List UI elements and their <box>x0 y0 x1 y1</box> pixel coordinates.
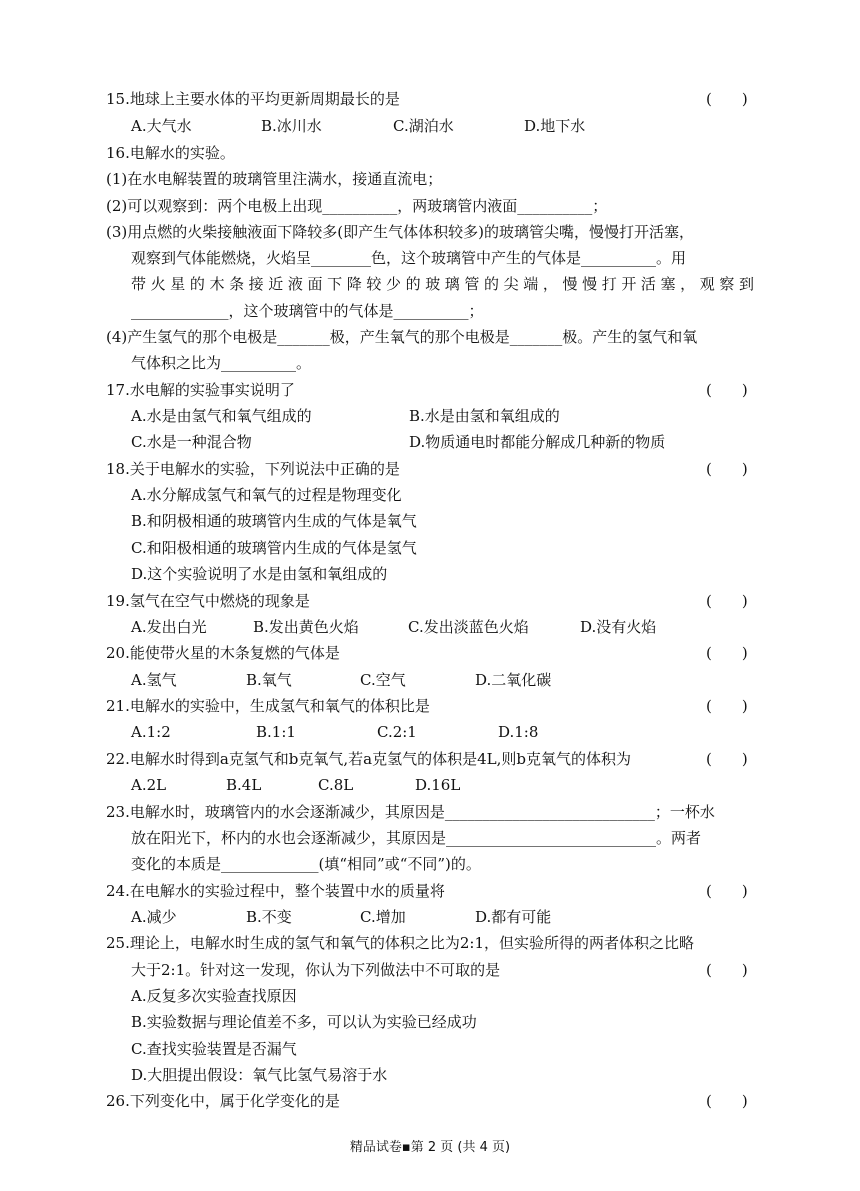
q20-option-b: B.氧气 <box>246 671 292 689</box>
q18-option-d: D.这个实验说明了水是由氢和氧组成的 <box>131 565 388 583</box>
q16-line-5: 带火星的木条接近液面下降较少的玻璃管的尖端，慢慢打开活塞，观察到 <box>131 275 754 293</box>
q17-option-b: B.水是由氢和氧组成的 <box>409 407 560 425</box>
q18-answer-paren: ( ) <box>706 460 748 478</box>
q18-option-a: A.水分解成氢气和氧气的过程是物理变化 <box>131 486 402 504</box>
q25-option-b: B.实验数据与理论值差不多，可以认为实验已经成功 <box>131 1013 477 1031</box>
q21-option-c: C.2:1 <box>377 723 417 741</box>
q19-option-a: A.发出白光 <box>131 618 207 636</box>
q26-answer-paren: ( ) <box>706 1092 748 1110</box>
q21-option-d: D.1:8 <box>498 723 539 741</box>
q21-option-a: A.1:2 <box>131 723 171 741</box>
q15-option-b: B.冰川水 <box>261 117 322 135</box>
q17-option-c: C.水是一种混合物 <box>131 433 252 451</box>
q22-stem: 22.电解水时得到a克氢气和b克氧气,若a克氢气的体积是4L,则b克氧气的体积为 <box>106 750 631 768</box>
q17-answer-paren: ( ) <box>706 381 748 399</box>
q16-line-3: (3)用点燃的火柴接触液面下降较多(即产生气体体积较多)的玻璃管尖嘴，慢慢打开活塞， <box>106 223 694 241</box>
q17-option-d: D.物质通电时都能分解成几种新的物质 <box>409 433 666 451</box>
q15-option-a: A.大气水 <box>131 117 192 135</box>
q23-line-2: 放在阳光下，杯内的水也会逐渐减少，其原因是____________________________。两者 <box>131 829 702 847</box>
q22-answer-paren: ( ) <box>706 750 748 768</box>
q16-line-2: (2)可以观察到：两个电极上出现__________，两玻璃管内液面__________； <box>106 197 608 215</box>
q16-line-6: _____________，这个玻璃管中的气体是__________； <box>131 302 484 320</box>
q22-option-c: C.8L <box>318 776 354 794</box>
q19-stem: 19.氢气在空气中燃烧的现象是 <box>106 592 310 610</box>
q22-option-d: D.16L <box>415 776 461 794</box>
q24-option-b: B.不变 <box>246 908 292 926</box>
q21-stem: 21.电解水的实验中，生成氢气和氧气的体积比是 <box>106 697 430 715</box>
q19-answer-paren: ( ) <box>706 592 748 610</box>
q17-option-a: A.水是由氢气和氧气组成的 <box>131 407 312 425</box>
q19-option-b: B.发出黄色火焰 <box>253 618 359 636</box>
q18-option-c: C.和阳极相通的玻璃管内生成的气体是氢气 <box>131 539 417 557</box>
q25-option-d: D.大胆提出假设：氧气比氢气易溶于水 <box>131 1066 388 1084</box>
q22-option-b: B.4L <box>226 776 262 794</box>
page-footer: 精品试卷▪第 2 页 (共 4 页) <box>349 1140 511 1155</box>
q18-option-b: B.和阴极相通的玻璃管内生成的气体是氧气 <box>131 512 417 530</box>
q16-line-1: (1)在水电解装置的玻璃管里注满水，接通直流电； <box>106 170 443 188</box>
q16-stem: 16.电解水的实验。 <box>106 144 235 162</box>
q20-stem: 20.能使带火星的木条复燃的气体是 <box>106 644 340 662</box>
q26-stem: 26.下列变化中，属于化学变化的是 <box>106 1092 340 1110</box>
q24-option-a: A.减少 <box>131 908 177 926</box>
q20-option-c: C.空气 <box>360 671 406 689</box>
q15-stem: 15.地球上主要水体的平均更新周期最长的是 <box>106 90 400 108</box>
q22-option-a: A.2L <box>131 776 167 794</box>
q16-line-8: 气体积之比为__________。 <box>131 354 312 372</box>
q16-line-4: 观察到气体能燃烧，火焰呈________色，这个玻璃管中产生的气体是__________。用 <box>131 249 687 267</box>
q23-line-3: 变化的本质是_____________(填“相同”或“不同”)的。 <box>131 855 481 873</box>
q21-answer-paren: ( ) <box>706 697 748 715</box>
q24-answer-paren: ( ) <box>706 882 748 900</box>
q24-option-c: C.增加 <box>360 908 406 926</box>
q15-option-d: D.地下水 <box>524 117 586 135</box>
q20-option-a: A.氢气 <box>131 671 177 689</box>
q24-stem: 24.在电解水的实验过程中，整个装置中水的质量将 <box>106 882 445 900</box>
q20-option-d: D.二氧化碳 <box>475 671 552 689</box>
q25-option-a: A.反复多次实验查找原因 <box>131 987 297 1005</box>
q20-answer-paren: ( ) <box>706 644 748 662</box>
q24-option-d: D.都有可能 <box>475 908 552 926</box>
q25-line-2: 大于2:1。针对这一发现，你认为下列做法中不可取的是 <box>131 961 501 979</box>
q23-line-1: 23.电解水时，玻璃管内的水会逐渐减少，其原因是____________________________；一杯水 <box>106 803 715 821</box>
q21-option-b: B.1:1 <box>256 723 296 741</box>
q19-option-c: C.发出淡蓝色火焰 <box>408 618 529 636</box>
q25-option-c: C.查找实验装置是否漏气 <box>131 1040 297 1058</box>
q18-stem: 18.关于电解水的实验，下列说法中正确的是 <box>106 460 400 478</box>
q19-option-d: D.没有火焰 <box>580 618 657 636</box>
q17-stem: 17.水电解的实验事实说明了 <box>106 381 295 399</box>
q15-option-c: C.湖泊水 <box>393 117 454 135</box>
q25-answer-paren: ( ) <box>706 961 748 979</box>
q16-line-7: (4)产生氢气的那个电极是_______极，产生氧气的那个电极是_______极。产生的氢气和氧 <box>106 328 698 346</box>
q25-line-1: 25.理论上，电解水时生成的氢气和氧气的体积之比为2:1，但实验所得的两者体积之比略 <box>106 934 694 952</box>
q15-answer-paren: ( ) <box>706 90 748 108</box>
